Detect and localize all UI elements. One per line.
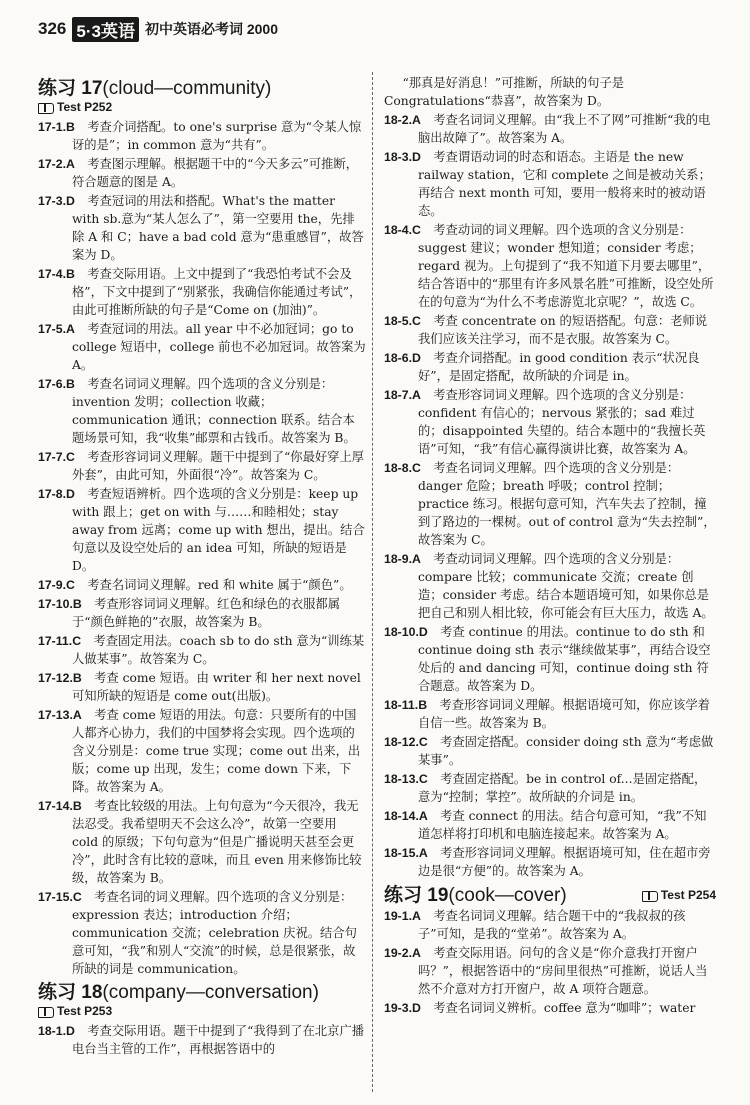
section-18-header: [38, 984, 366, 1002]
section-title: 练习 17(cloud—community): [38, 78, 272, 99]
answer-entry: 18-10.D 考查 continue 的用法。continue to do sth 和 continue doing sth 表示“继续做某事”，再结合设空处后的 and dancing 可知，continue doing sth 符合题意。故答案为 D。: [384, 625, 711, 693]
test-reference: Test P252: [38, 98, 366, 116]
answer-entry: 17-4.B 考查交际用语。上文中提到了“我恐怕考试不会及格”，下文中提到了“别紧张，我确信你能通过考试”，由此可推断所缺的句子是“Come on (加油)”。: [38, 267, 362, 317]
answer-entry: 18-7.A 考查形容词词义理解。四个选项的含义分别是：confident 有信心的；nervous 紧张的；sad 难过的；disappointed 失望的。结合本题中的“我擅长英语”可知，“我”有信心赢得演讲比赛，故答案为 A。: [384, 388, 706, 456]
answer-entry: 19-3.D 考查名词词义辨析。coffee 意为“咖啡”；water: [384, 1000, 696, 1015]
left-column: [38, 74, 366, 1059]
section-19-header: [384, 886, 716, 905]
brand-logo: 5·3英语: [72, 17, 139, 42]
answer-entry: 17-2.A 考查图示理解。根据题干中的“今天多云”可推断，符合题意的图是 A。: [38, 157, 359, 189]
answer-entry: 18-3.D 考查谓语动词的时态和语态。主语是 the new railway station，它和 complete 之间是被动关系；再结合 next month 可知，要用一般将来时的被动语态。: [384, 150, 711, 218]
page-header: [38, 14, 718, 44]
answer-entry: 18-15.A 考查形容词词义理解。根据语境可知，住在超市旁边是很“方便”的。故答案为 A。: [384, 846, 711, 878]
answer-entry: 17-11.C 考查固定用法。coach sb to do sth 意为“训练某人做某事”。故答案为 C。: [38, 634, 365, 666]
answer-entry: 17-1.B 考查介词搭配。to one's surprise 意为“令某人惊讶的是”；in common 意为“共有”。: [38, 120, 362, 152]
answer-entry: 18-13.C 考查固定搭配。be in control of...是固定搭配，意为“控制；掌控”。故所缺的介词是 in。: [384, 772, 707, 804]
answer-entry: 18-4.C 考查动词的词义理解。四个选项的含义分别是：suggest 建议；wonder 想知道；consider 考虑；regard 视为。上句提到了“我不知道下月要去哪里”，结合答语中的“那里有许多风景名胜”可推断，设空处所在的句意为“为什么不考虑游览北京呢？”，故选 C。: [384, 223, 714, 309]
right-column: [384, 74, 716, 1018]
book-title: 初中英语必考词 2000: [144, 21, 278, 37]
column-divider: [372, 72, 373, 1092]
answer-continuation: “那真是好消息！”可推断，所缺的句子是 Congratulations“恭喜”，故答案为 D。: [384, 76, 625, 108]
answer-entry: 18-5.C 考查 concentrate on 的短语搭配。句意：老师说我们应该关注学习，而不是衣服。故答案为 C。: [384, 314, 708, 346]
book-icon: [38, 1007, 54, 1018]
section-17-header: [38, 80, 366, 98]
answer-entry: 18-1.D 考查交际用语。题干中提到了“我得到了在北京广播电台当主管的工作”，再根据答语中的: [38, 1024, 365, 1056]
answer-entry: 18-11.B 考查形容词词义理解。根据语境可知，你应该学着自信一些。故答案为 B。: [384, 698, 710, 730]
test-reference: Test P253: [38, 1002, 366, 1020]
answer-entry: 18-14.A 考查 connect 的用法。结合句意可知，“我”不知道怎样将打印机和电脑连接起来。故答案为 A。: [384, 809, 707, 841]
page-number: 326: [38, 19, 67, 38]
answer-entry: 17-14.B 考查比较级的用法。上句句意为“今天很冷，我无法忍受。我希望明天不会这么冷”，故第一空要用 cold 的原级；下句句意为“但是广播说明天甚至会更冷”，此时含有比较的意味，而且 even 用来修饰比较级，故答案为 B。: [38, 799, 362, 885]
answer-entry: 19-1.A 考查名词词义理解。结合题干中的“我叔叔的孩子”可知，是我的“堂弟”。故答案为 A。: [384, 908, 686, 941]
answer-entry: 17-8.D 考查短语辨析。四个选项的含义分别是：keep up with 跟上；get on with 与……和睦相处；stay away from 远离；come up with 想出，提出。结合句意以及设空处后的 an idea 可知，所缺的短语是 D。: [38, 487, 365, 573]
answer-entry: 17-10.B 考查形容词词义理解。红色和绿色的衣服都属于“颜色鲜艳的”衣服，故答案为 B。: [38, 597, 341, 629]
answer-entry: 17-15.C 考查名词的词义理解。四个选项的含义分别是：expression 表达；introduction 介绍；communication 交流；celebration 庆祝。结合句意可知，“我”和别人“交流”的时候，总是很紧张，故所缺的词是 communication。: [38, 890, 357, 976]
answer-entry: 17-9.C 考查名词词义理解。red 和 white 属于“颜色”。: [38, 578, 352, 592]
answer-entry: 19-2.A 考查交际用语。问句的含义是“你介意我打开窗户吗？”，根据答语中的“房间里很热”可推断，说话人当然不介意对方打开窗户，故 A 项符合题意。: [384, 945, 708, 996]
answer-entry: 17-12.B 考查 come 短语。由 writer 和 her next novel 可知所缺的短语是 come out(出版)。: [38, 671, 361, 703]
answer-entry: 17-7.C 考查形容词词义理解。题干中提到了“你最好穿上厚外套”，由此可知，外面很“冷”。故答案为 C。: [38, 450, 365, 482]
book-icon: [38, 103, 54, 114]
answer-entry: 18-9.A 考查动词词义理解。四个选项的含义分别是：compare 比较；communicate 交流；create 创造；consider 考虑。结合本题语境可知，如果你总是把自己和别人相比较，你可能会有巨大压力，故选 A。: [384, 552, 714, 620]
answer-entry: 18-2.A 考查名词词义理解。由“我上不了网”可推断“我的电脑出故障了”。故答案为 A。: [384, 113, 711, 145]
test-reference: Test P254: [642, 886, 716, 904]
answer-entry: 17-3.D 考查冠词的用法和搭配。What's the matter with sb.意为“某人怎么了”，第一空要用 the，先排除 A 和 C；have a bad cold 意为“患重感冒”，故答案为 D。: [38, 194, 364, 262]
answer-entry: 18-8.C 考查名词词义理解。四个选项的含义分别是：danger 危险；breath 呼吸；control 控制；practice 练习。根据句意可知，汽车失去了控制，撞到了路边的一棵树。out of control 意为“失去控制”，故答案为 C。: [384, 461, 716, 547]
answer-entry: 17-6.B 考查名词词义理解。四个选项的含义分别是：invention 发明；collection 收藏；communication 通讯；connection 联系。结合本题场景可知，我“收集”邮票和古钱币。故答案为 B。: [38, 377, 356, 445]
section-title: 练习 19(cook—cover): [384, 884, 567, 906]
answer-entry: 18-12.C 考查固定搭配。consider doing sth 意为“考虑做某事”。: [384, 735, 714, 767]
answer-entry: 17-5.A 考查冠词的用法。all year 中不必加冠词；go to college 短语中，college 前也不必加冠词。故答案为 A。: [38, 322, 366, 372]
answer-entry: 18-6.D 考查介词搭配。in good condition 表示“状况良好”，是固定搭配，故所缺的介词是 in。: [384, 351, 700, 383]
answer-entry: 17-13.A 考查 come 短语的用法。句意：只要所有的中国人都齐心协力，我们的中国梦将会实现。四个选项的含义分别是：come true 实现；come out 出来，出版；come up 出现，发生；come down 下来，下降。故答案为 A。: [38, 708, 361, 794]
book-icon: [642, 891, 658, 902]
section-title: 练习 18(company—conversation): [38, 982, 319, 1003]
